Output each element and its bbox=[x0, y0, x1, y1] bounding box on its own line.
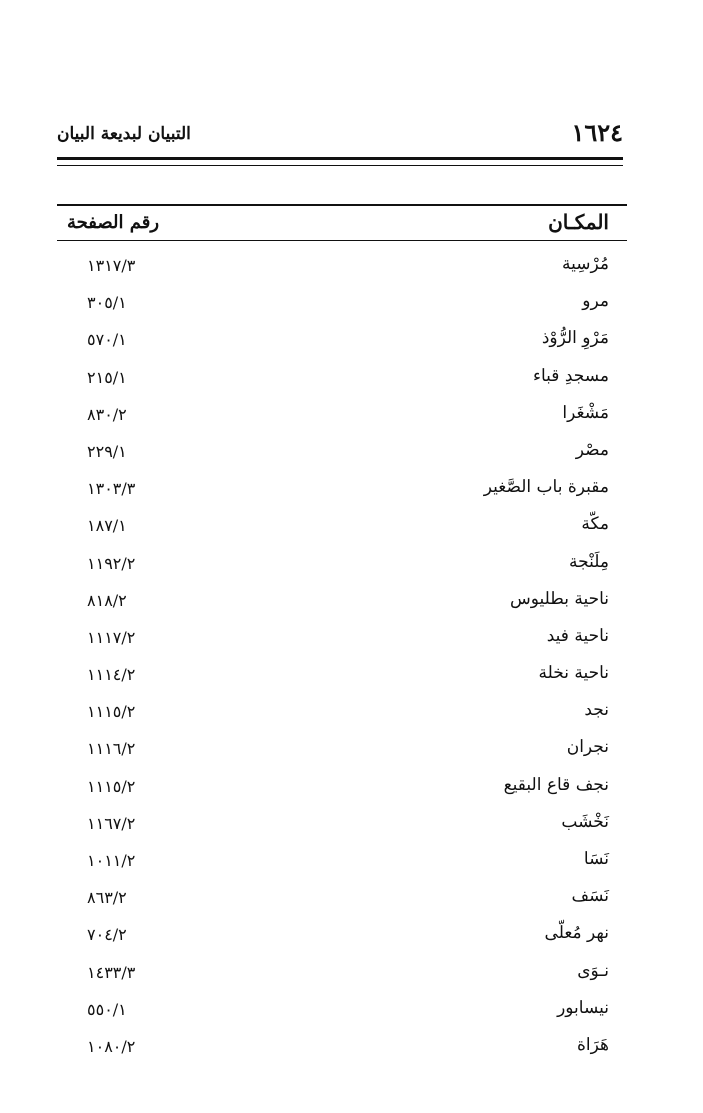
page-reference: ٥٧٠/١ bbox=[87, 330, 127, 350]
table-row bbox=[57, 399, 627, 436]
page-reference: ٨١٨/٢ bbox=[87, 590, 127, 610]
table-row bbox=[57, 622, 627, 659]
place-name: نَسَا bbox=[583, 849, 609, 869]
header-rule-thick bbox=[57, 157, 623, 160]
page-reference: ١٣٠٣/٣ bbox=[87, 479, 136, 499]
place-name: نجف قاع البقيع bbox=[503, 774, 609, 795]
table-row bbox=[57, 510, 627, 547]
table-row bbox=[57, 994, 627, 1031]
page-reference: ٧٠٤/٢ bbox=[87, 925, 127, 945]
page-reference: ١٠١١/٢ bbox=[87, 851, 136, 870]
page-reference: ١٣١٧/٣ bbox=[87, 256, 136, 275]
place-name: نهر مُعلّى bbox=[544, 923, 609, 944]
page-reference: ٣٠٥/١ bbox=[87, 293, 127, 313]
place-name: نجران bbox=[566, 737, 609, 758]
table-row bbox=[57, 473, 627, 510]
place-name: مصْر bbox=[575, 439, 609, 460]
table-row bbox=[57, 919, 627, 956]
table-row bbox=[57, 659, 627, 696]
book-title: التبيان لبديعة البيان bbox=[57, 124, 191, 144]
page-reference: ١١١٥/٢ bbox=[87, 702, 136, 722]
place-name: نَخْشَب bbox=[561, 811, 609, 832]
page-reference: ١١٩٢/٢ bbox=[87, 553, 136, 573]
table-row bbox=[57, 882, 627, 919]
table-row bbox=[57, 548, 627, 585]
page-reference: ٢٢٩/١ bbox=[87, 441, 127, 461]
table-row bbox=[57, 696, 627, 733]
place-name: ناحية نخلة bbox=[538, 663, 609, 684]
table-row bbox=[57, 845, 627, 882]
page-reference: ١٤٣٣/٣ bbox=[87, 962, 136, 982]
place-name: مسجدِ قباء bbox=[532, 365, 609, 386]
place-name: نـوَى bbox=[577, 960, 609, 981]
table-rows bbox=[57, 250, 627, 1068]
place-name: ناحية بطليوس bbox=[509, 588, 609, 609]
place-name: نيسابور bbox=[557, 997, 609, 1018]
page-reference: ٨٣٠/٢ bbox=[87, 404, 127, 424]
table-row bbox=[57, 585, 627, 622]
place-index-table bbox=[57, 204, 627, 1068]
table-row bbox=[57, 808, 627, 845]
page-reference: ١١١٦/٢ bbox=[87, 739, 136, 759]
place-name: نجد bbox=[584, 700, 609, 721]
page-reference: ١١١٧/٢ bbox=[87, 627, 136, 647]
page-reference: ٨٦٣/٢ bbox=[87, 888, 127, 908]
table-row bbox=[57, 771, 627, 808]
header-rule-thin bbox=[57, 165, 623, 166]
place-name: مكّة bbox=[581, 514, 609, 535]
page-reference: ٥٥٠/١ bbox=[87, 999, 127, 1019]
table-row bbox=[57, 436, 627, 473]
column-header-page: رقم الصفحة bbox=[67, 212, 160, 233]
page-reference: ١٨٧/١ bbox=[87, 516, 127, 536]
place-name: مِلَنْجة bbox=[569, 551, 609, 572]
page-reference: ١١١٥/٢ bbox=[87, 776, 136, 796]
place-name: مَرْوِ الرُّوْذ bbox=[541, 328, 609, 349]
place-name: مُرْسِية bbox=[562, 254, 609, 274]
running-header bbox=[57, 118, 623, 150]
table-row bbox=[57, 733, 627, 770]
table-row bbox=[57, 362, 627, 399]
place-name: ناحية فيد bbox=[546, 625, 609, 646]
place-name: مرو bbox=[582, 291, 609, 312]
page-number: ١٦٢٤ bbox=[571, 118, 623, 147]
table-row bbox=[57, 287, 627, 324]
place-name: مَشْغَرا bbox=[562, 402, 609, 423]
table-row bbox=[57, 250, 627, 287]
table-header-row bbox=[57, 206, 627, 241]
place-name: مقبرة باب الصَّغير bbox=[483, 477, 609, 498]
place-name: نَسَف bbox=[571, 886, 609, 907]
table-row bbox=[57, 957, 627, 994]
column-header-place: المكـان bbox=[548, 210, 609, 234]
place-name: هَرَاة bbox=[577, 1034, 609, 1055]
table-row bbox=[57, 1031, 627, 1068]
page-reference: ١١١٤/٢ bbox=[87, 665, 136, 685]
table-row bbox=[57, 324, 627, 361]
page-reference: ١١٦٧/٢ bbox=[87, 813, 136, 833]
page-reference: ٢١٥/١ bbox=[87, 367, 127, 387]
page-reference: ١٠٨٠/٢ bbox=[87, 1036, 136, 1056]
